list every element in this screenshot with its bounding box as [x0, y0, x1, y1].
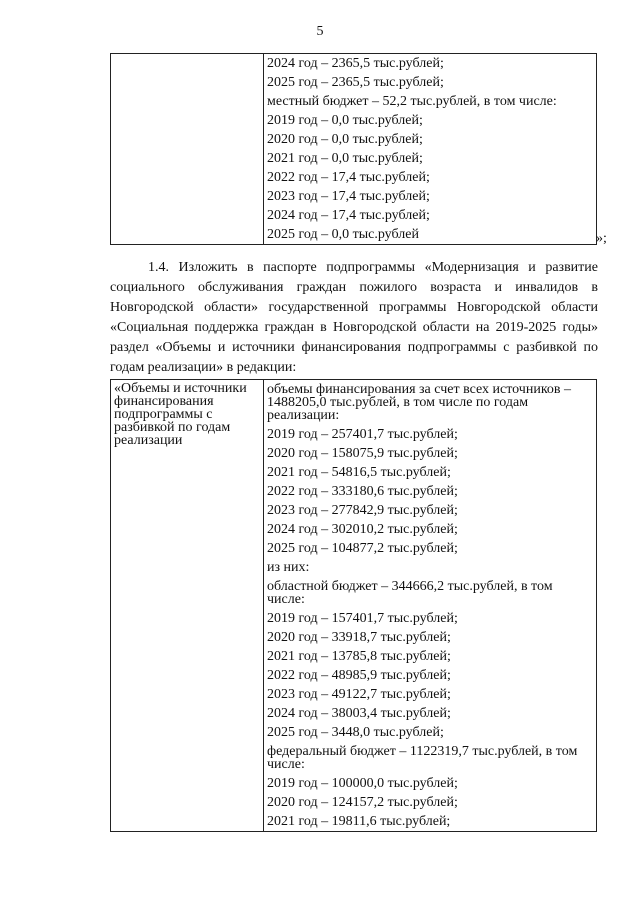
table-line: местный бюджет – 52,2 тыс.рублей, в том числе: — [267, 94, 557, 109]
table-line: 2020 год – 33918,7 тыс.рублей; — [267, 630, 451, 645]
funding-table-continued — [110, 53, 597, 245]
table-value-cell — [264, 380, 597, 832]
closing-quote: »; — [596, 231, 607, 246]
table-line: 2025 год – 2365,5 тыс.рублей; — [267, 75, 444, 90]
table-line: 2025 год – 3448,0 тыс.рублей; — [267, 725, 444, 740]
table-line: областной бюджет – 344666,2 тыс.рублей, в том числе: — [267, 579, 553, 607]
table-line: из них: — [267, 560, 310, 575]
table-line: 2023 год – 17,4 тыс.рублей; — [267, 189, 430, 204]
table-line: 2022 год – 17,4 тыс.рублей; — [267, 170, 430, 185]
table-line: 2024 год – 2365,5 тыс.рублей; — [267, 56, 444, 71]
table-line: 2022 год – 48985,9 тыс.рублей; — [267, 668, 451, 683]
table-line: 2019 год – 257401,7 тыс.рублей; — [267, 427, 458, 442]
table-value-cell — [264, 54, 597, 245]
table-line: 2023 год – 49122,7 тыс.рублей; — [267, 687, 451, 702]
table-label-cell — [111, 380, 264, 832]
table-row — [111, 54, 597, 245]
funding-table — [110, 379, 597, 832]
table-line: 2023 год – 277842,9 тыс.рублей; — [267, 503, 458, 518]
table-line: 2021 год – 54816,5 тыс.рублей; — [267, 465, 451, 480]
table-line: 2024 год – 302010,2 тыс.рублей; — [267, 522, 458, 537]
table-line: 2019 год – 157401,7 тыс.рублей; — [267, 611, 458, 626]
table-line: 2021 год – 0,0 тыс.рублей; — [267, 151, 423, 166]
table-row — [111, 380, 597, 832]
table-label: «Объемы и источники финансирования подпрограммы с разбивкой по годам реализации — [114, 381, 247, 448]
table-line: 2024 год – 17,4 тыс.рублей; — [267, 208, 430, 223]
table-line: 2020 год – 124157,2 тыс.рублей; — [267, 795, 458, 810]
table-line: 2020 год – 158075,9 тыс.рублей; — [267, 446, 458, 461]
table-line: федеральный бюджет – 1122319,7 тыс.рублей, в том числе: — [267, 744, 578, 772]
table-label-cell — [111, 54, 264, 245]
table-line: 2019 год – 100000,0 тыс.рублей; — [267, 776, 458, 791]
table-line: 2025 год – 0,0 тыс.рублей — [267, 227, 419, 242]
table-line: 2020 год – 0,0 тыс.рублей; — [267, 132, 423, 147]
table-line: 2021 год – 19811,6 тыс.рублей; — [267, 814, 451, 829]
table-line: объемы финансирования за счет всех источников – 1488205,0 тыс.рублей, в том числе по годам реализации: — [267, 382, 572, 423]
body-paragraph — [110, 258, 598, 378]
page-number: 5 — [316, 24, 324, 39]
table-line: 2021 год – 13785,8 тыс.рублей; — [267, 649, 451, 664]
paragraph-text: 1.4. Изложить в паспорте подпрограммы «Модернизация и развитие социального обслуживания граждан пожилого возраста и инвалидов в Новгородской области» государственной программы Новгородской области «Социальная поддержка граждан в Новгородской области на 2019-2025 годы» раздел «Объемы и источники финансирования подпрограммы с разбивкой по годам реализации» в редакции: — [110, 260, 598, 375]
table-line: 2024 год – 38003,4 тыс.рублей; — [267, 706, 451, 721]
table-line: 2025 год – 104877,2 тыс.рублей; — [267, 541, 458, 556]
table-line: 2022 год – 333180,6 тыс.рублей; — [267, 484, 458, 499]
table-line: 2019 год – 0,0 тыс.рублей; — [267, 113, 423, 128]
